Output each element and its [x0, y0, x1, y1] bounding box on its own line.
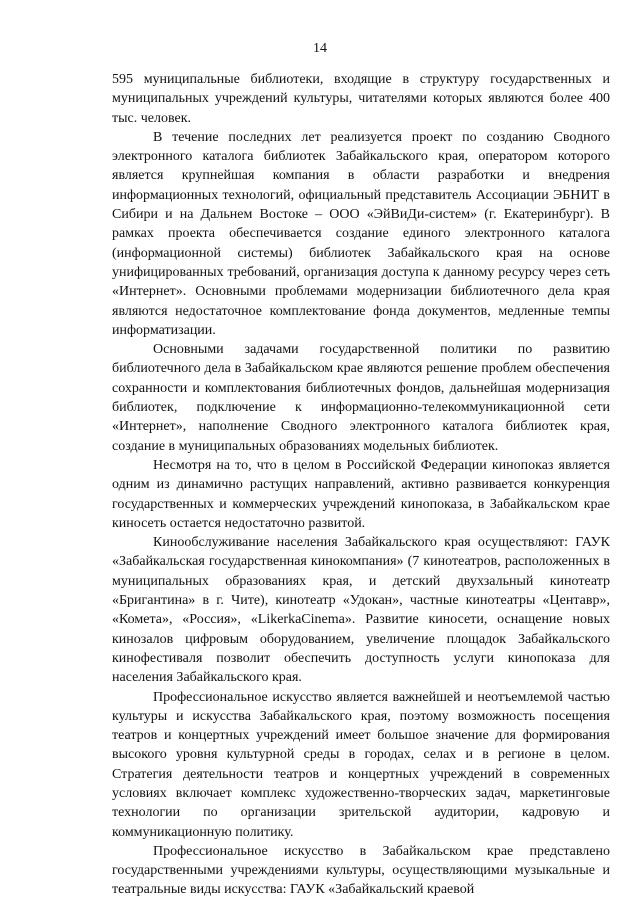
paragraph-libraries-count: 595 муниципальные библиотеки, входящие в структуру государственных и муниципальных учреждений культуры, читателями которых являются более 400 тыс. человек. — [112, 72, 610, 126]
paragraph-cinema-service: Кинообслуживание населения Забайкальского края осуществляют: ГАУК «Забайкальская государственная кинокомпания» (7 кинотеатров, расположенных в муниципальных образованиях края, и детский двухзальный кинотеатр «Бригантина» в г. Чите), кинотеатр «Удокан», частные кинотеатры «Центавр», «Комета», «Россия», «LikerkaCinema». Развитие киносети, оснащение новых кинозалов цифровым оборудованием, увеличение площадок Забайкальского кинофестиваля позволит обеспечить доступность услуги кинопоказа для населения Забайкальского края. — [112, 535, 610, 686]
paragraph-cinema-network: Несмотря на то, что в целом в Российской Федерации кинопоказ является одним из динамично растущих направлений, активно развивается конкуренция государственных и коммерческих учреждений кинопоказа, в Забайкальском крае киносеть остается недостаточно развитой. — [112, 457, 610, 531]
paragraph-electronic-catalog: В течение последних лет реализуется проект по созданию Сводного электронного каталога библиотек Забайкальского края, оператором которого является крупнейшая компания в области разработки и внедрения информационных технологий, официальный представитель Ассоциации ЭБНИТ в Сибири и на Дальнем Востоке – ООО «ЭйВиДи-систем» (г. Екатеринбург). В рамках проекта обеспечивается создание единого электронного каталога (информационной системы) библиотек Забайкальского края на основе унифицированных требований, организация доступа к данному ресурсу через сеть «Интернет». Основными проблемами модернизации библиотечного дела края являются недостаточное комплектование фонда документов, медленные темпы информатизации. — [112, 129, 610, 338]
paragraph-professional-art: Профессиональное искусство является важнейшей и неотъемлемой частью культуры и искусства Забайкальского края, поэтому возможность посещения театров и концертных учреждений имеет большое значение для формирования высокого уровня культурной среды в городах, селах и в регионе в целом. Стратегия деятельности театров и концертных учреждений в современных условиях включает комплекс художественно-творческих задач, маркетинговые технологии по организации зрительской аудитории, кадровую и коммуникационную политику. — [112, 689, 610, 840]
paragraph-state-institutions: Профессиональное искусство в Забайкальском крае представлено государственными учреждениями культуры, осуществляющими музыкальные и театральные виды искусства: ГАУК «Забайкальский краевой — [112, 843, 610, 898]
page-number: 14 — [313, 41, 327, 56]
paragraph-library-policy-tasks: Основными задачами государственной политики по развитию библиотечного дела в Забайкальском крае являются решение проблем обеспечения сохранности и комплектования библиотечных фондов, дальнейшая модернизация библиотек, подключение к информационно-телекоммуникационной сети «Интернет», наполнение Сводного электронного каталога библиотек края, создание в муниципальных образованиях модельных библиотек. — [112, 342, 610, 454]
body-text — [112, 70, 610, 900]
